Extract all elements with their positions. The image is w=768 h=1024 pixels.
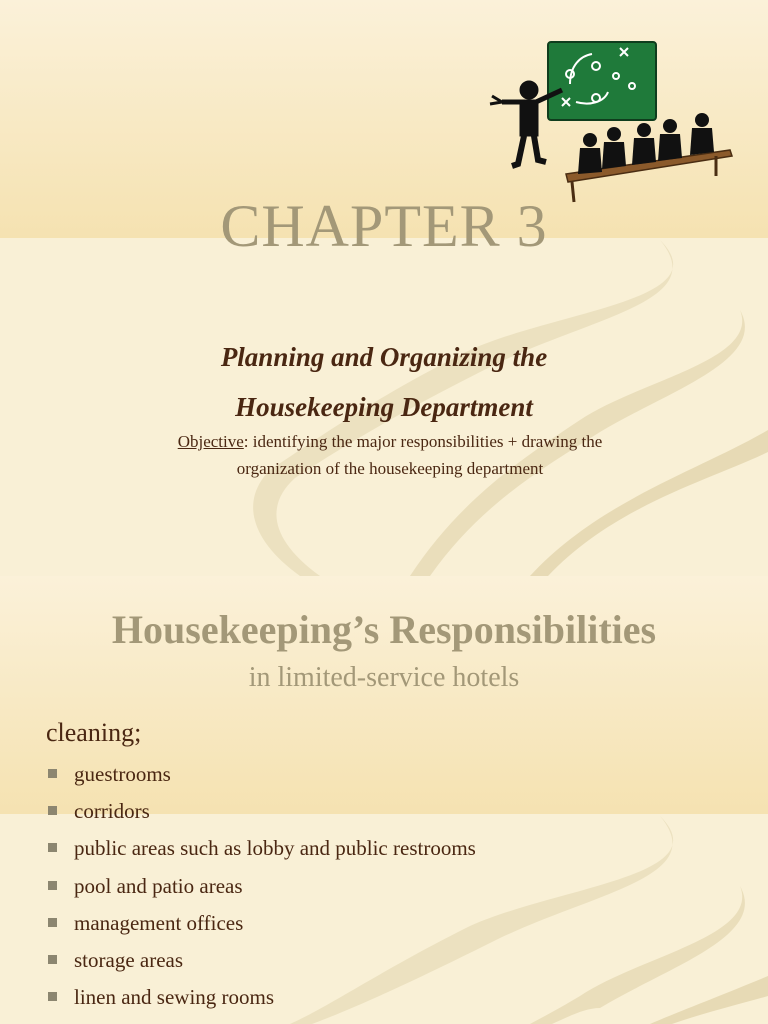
- teacher-chalkboard-icon: [480, 36, 740, 206]
- list-item: linen and sewing rooms: [46, 983, 476, 1020]
- slide-2: [0, 576, 768, 1024]
- list-item: guestrooms: [46, 760, 476, 797]
- objective-text: [110, 428, 670, 482]
- bullet-square-icon: [48, 843, 57, 852]
- objective-line-1: [110, 428, 670, 455]
- bullet-square-icon: [48, 806, 57, 815]
- objective-text-line-2: organization of the housekeeping department: [236, 459, 544, 478]
- bullet-square-icon: [48, 769, 57, 778]
- subtitle-line-2: Housekeeping Department: [235, 392, 533, 422]
- slide-2-title: Housekeeping’s Responsibilities: [111, 607, 657, 652]
- objective-text-line-1: : identifying the major responsibilities + drawing the: [243, 432, 603, 451]
- bullet-square-icon: [48, 918, 57, 927]
- chapter-title: CHAPTER 3: [220, 193, 548, 259]
- cleaning-heading: cleaning;: [46, 718, 142, 747]
- bullet-square-icon: [48, 992, 57, 1001]
- subtitle-line-1: Planning and Organizing the: [220, 342, 548, 372]
- list-item: corridors: [46, 797, 476, 834]
- responsibilities-list: [46, 760, 476, 1020]
- list-item: pool and patio areas: [46, 872, 476, 909]
- list-item: public areas such as lobby and public restrooms: [46, 834, 476, 871]
- list-item: storage areas: [46, 946, 476, 983]
- slide-subtitle: [100, 332, 668, 432]
- bullet-square-icon: [48, 955, 57, 964]
- bullet-square-icon: [48, 881, 57, 890]
- objective-label: Objective: [177, 432, 244, 451]
- list-item: management offices: [46, 909, 476, 946]
- slide-2-subtitle: in limited-service hotels: [248, 662, 520, 693]
